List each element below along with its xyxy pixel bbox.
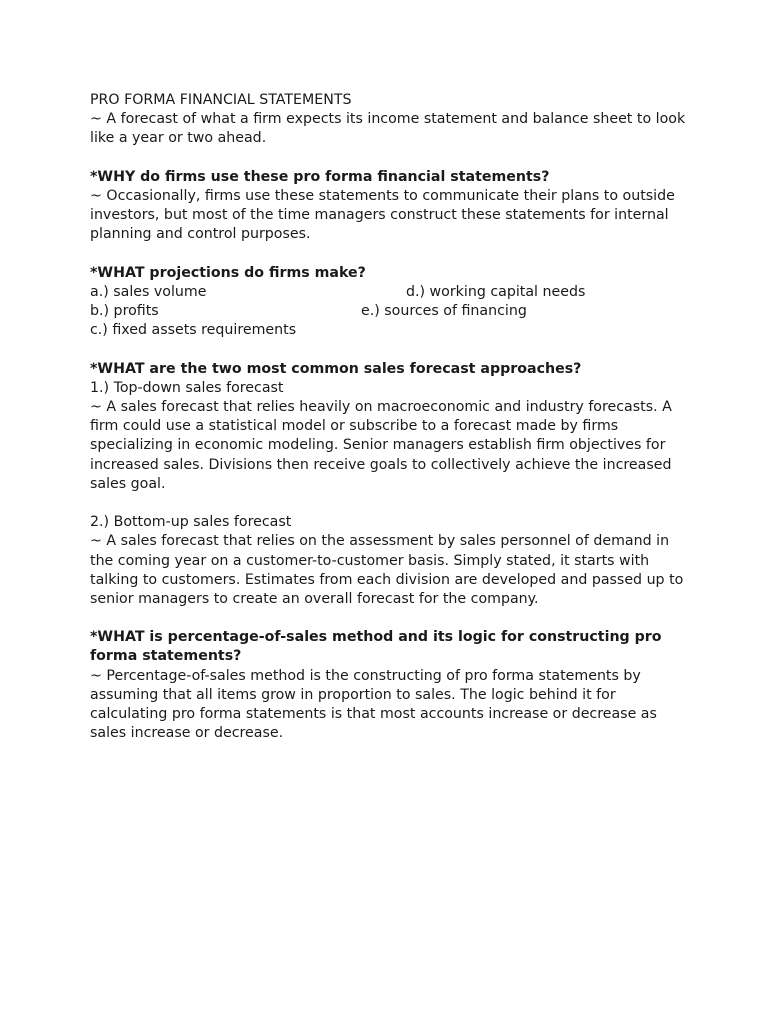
percentage-heading: forma statements? <box>90 648 242 665</box>
top-down-title: 1.) Top-down sales forecast <box>90 379 284 396</box>
top-down-line: firm could use a statistical model or subscribe to a forecast made by firms <box>90 418 619 435</box>
top-down-line: increased sales. Divisions then receive goals to collectively achieve the increased <box>90 456 672 473</box>
percentage-line: assuming that all items grow in proportion to sales. The logic behind it for <box>90 686 616 703</box>
why-line: investors, but most of the time managers construct these statements for internal <box>90 207 669 224</box>
projections-row <box>90 283 690 302</box>
bottom-up-line: the coming year on a customer-to-customer basis. Simply stated, it starts with <box>90 552 650 569</box>
why-line: ~ Occasionally, firms use these statements to communicate their plans to outside <box>90 187 675 204</box>
why-heading: *WHY do firms use these pro forma financial statements? <box>90 168 550 185</box>
projection-item-d: d.) working capital needs <box>406 283 586 300</box>
bottom-up-line: ~ A sales forecast that relies on the assessment by sales personnel of demand in <box>90 533 670 550</box>
bottom-up-line: senior managers to create an overall forecast for the company. <box>90 590 539 607</box>
bottom-up-title: 2.) Bottom-up sales forecast <box>90 514 292 531</box>
projections-heading: *WHAT projections do firms make? <box>90 264 366 281</box>
why-line: planning and control purposes. <box>90 226 311 243</box>
projection-item-e: e.) sources of financing <box>361 303 527 320</box>
percentage-line: ~ Percentage-of-sales method is the constructing of pro forma statements by <box>90 667 641 684</box>
projections-row <box>90 302 690 321</box>
document-page <box>90 91 690 743</box>
projection-item-a: a.) sales volume <box>90 283 207 300</box>
paragraph-gap <box>90 494 690 513</box>
intro-line: ~ A forecast of what a firm expects its income statement and balance sheet to look <box>90 111 686 128</box>
approaches-heading: *WHAT are the two most common sales forecast approaches? <box>90 360 582 377</box>
percentage-line: calculating pro forma statements is that most accounts increase or decrease as <box>90 706 657 722</box>
projection-item-c: c.) fixed assets requirements <box>90 322 297 339</box>
bottom-up-line: talking to customers. Estimates from each division are developed and passed up to <box>90 571 684 588</box>
top-down-line: ~ A sales forecast that relies heavily on macroeconomic and industry forecasts. A <box>90 399 672 415</box>
paragraph-gap <box>90 245 690 264</box>
top-down-line: specializing in economic modeling. Senior managers establish firm objectives for <box>90 437 666 454</box>
percentage-heading: *WHAT is percentage-of-sales method and its logic for constructing pro <box>90 629 662 646</box>
paragraph-gap <box>90 149 690 168</box>
paragraph-gap <box>90 340 690 359</box>
paragraph-gap <box>90 609 690 628</box>
percentage-line: sales increase or decrease. <box>90 725 284 742</box>
document-title: PRO FORMA FINANCIAL STATEMENTS <box>90 92 352 108</box>
top-down-line: sales goal. <box>90 475 166 492</box>
intro-line: like a year or two ahead. <box>90 130 267 147</box>
projection-item-b: b.) profits <box>90 303 159 320</box>
